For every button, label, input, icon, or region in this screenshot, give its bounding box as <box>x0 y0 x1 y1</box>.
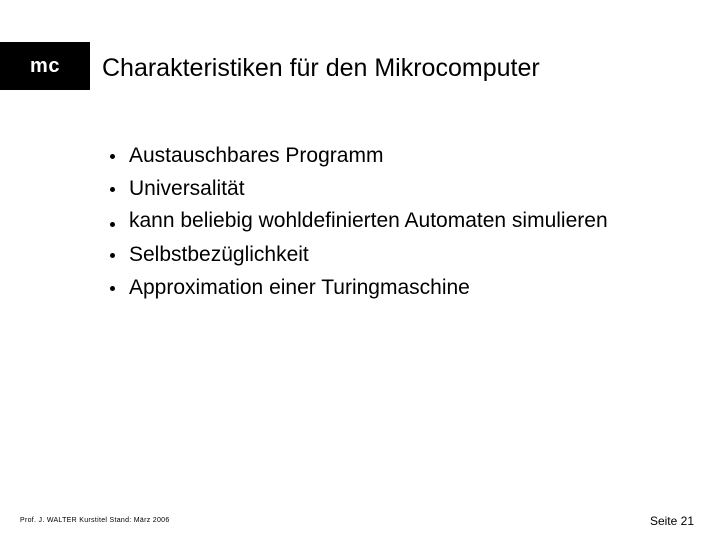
page-number: Seite 21 <box>649 514 694 528</box>
course-logo <box>0 42 90 90</box>
bullet-text: Selbstbezüglichkeit <box>129 243 309 266</box>
bullet-text: kann beliebig wohldefinierten Automaten simulieren <box>129 209 608 232</box>
bullet-dot-icon <box>110 286 115 291</box>
bullet-dot-icon <box>110 154 115 159</box>
bullet-text: Approximation einer Turingmaschine <box>129 276 470 299</box>
bullet-dot-icon <box>110 253 115 258</box>
bullet-text: Universalität <box>129 177 245 200</box>
bullet-list <box>110 139 630 304</box>
bullet-item <box>110 208 630 234</box>
bullet-dot-icon <box>110 222 115 227</box>
footer-author: Prof. J. WALTER Kurstitel Stand: März 2006 <box>20 517 170 524</box>
slide-title: Charakteristiken für den Mikrocomputer <box>102 54 540 82</box>
bullet-item <box>110 139 630 172</box>
bullet-dot-icon <box>110 187 115 192</box>
bullet-text: Austauschbares Programm <box>129 144 384 167</box>
course-logo-text: mc <box>30 55 60 77</box>
bullet-item <box>110 172 630 205</box>
bullet-item <box>110 271 630 304</box>
bullet-item <box>110 238 630 271</box>
